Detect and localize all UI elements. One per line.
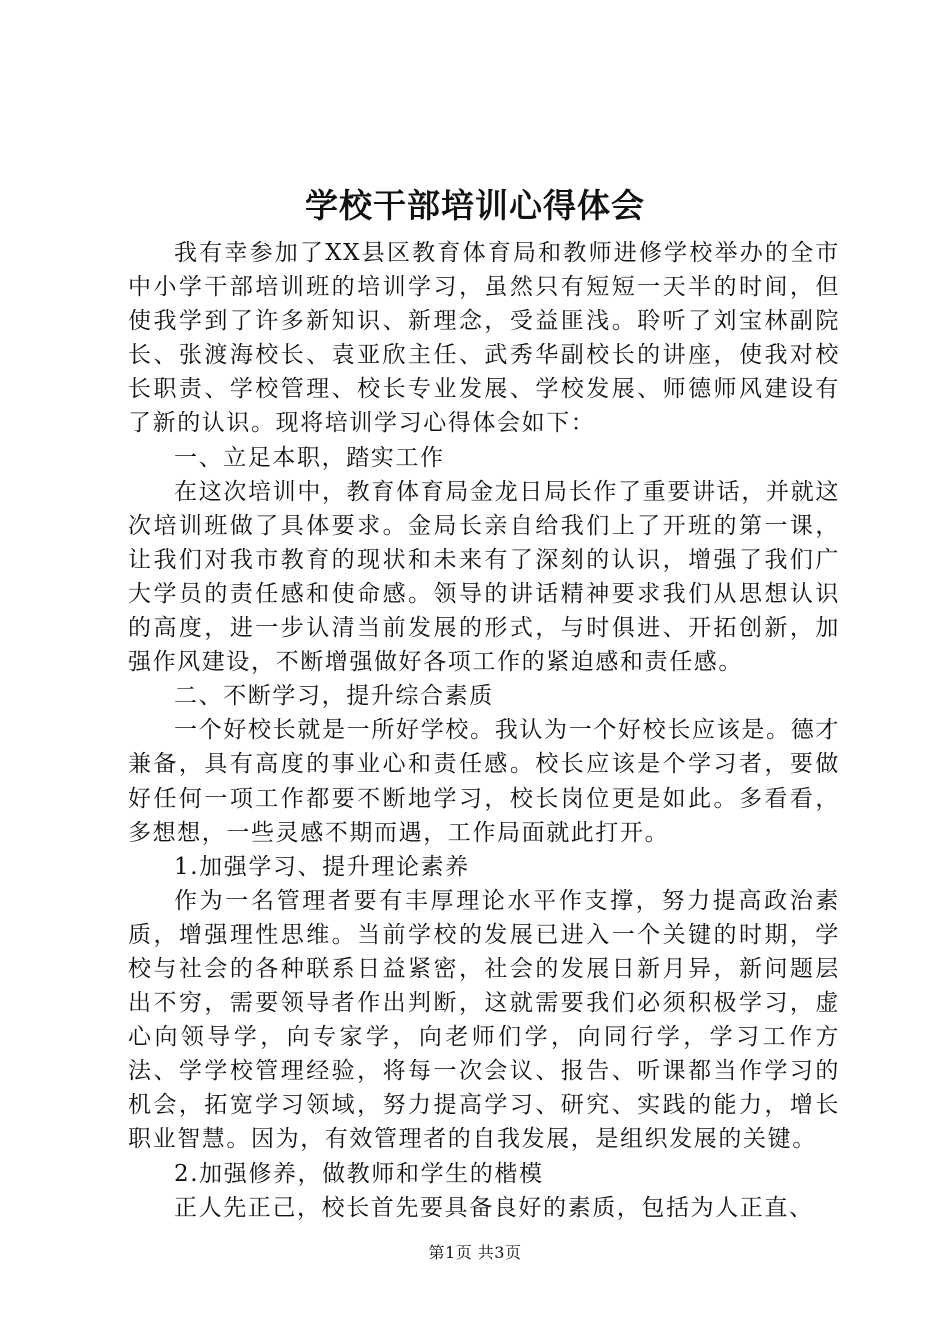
section-heading-2: 二、不断学习，提升综合素质	[174, 683, 494, 710]
page-footer: 第1页 共3页	[428, 1243, 522, 1262]
document-title: 学校干部培训心得体会	[305, 186, 645, 225]
subsection-1-paragraph: 作为一名管理者要有丰厚理论水平作支撑，努力提高政治素质，增强理性思维。当前学校的发展已进入一个关键的时期，学校与社会的各种联系日益紧密，社会的发展日新月异，新问题层出不穷，需要领导者作出判断，这就需要我们必须积极学习，虚心向领导学，向专家学，向老师们学，向同行学，学习工作方法、学学校管理经验，将每一次会议、报告、听课都当作学习的机会，拓宽学习领域，努力提高学习、研究、实践的能力，增长职业智慧。因为，有效管理者的自我发展，是组织发展的关键。	[128, 887, 840, 1153]
subsection-2-paragraph: 正人先正己，校长首先要具备良好的素质，包括为人正直、	[174, 1194, 814, 1221]
document-body	[128, 236, 840, 1225]
section-heading-1: 一、立足本职，踏实工作	[174, 444, 445, 471]
subsection-heading-1: 1.加强学习、提升理论素养	[174, 853, 470, 880]
subsection-heading-2: 2.加强修养，做教师和学生的楷模	[174, 1160, 544, 1187]
intro-paragraph: 我有幸参加了XX县区教育体育局和教师进修学校举办的全市中小学干部培训班的培训学习，虽然只有短短一天半的时间，但使我学到了许多新知识、新理念，受益匪浅。聆听了刘宝林副院长、张渡海校长、袁亚欣主任、武秀华副校长的讲座，使我对校长职责、学校管理、校长专业发展、学校发展、师德师风建设有了新的认识。现将培训学习心得体会如下：	[128, 240, 840, 437]
section-2-paragraph: 一个好校长就是一所好学校。我认为一个好校长应该是。德才兼备，具有高度的事业心和责任感。校长应该是个学习者，要做好任何一项工作都要不断地学习，校长岗位更是如此。多看看，多想想，一些灵感不期而遇，工作局面就此打开。	[128, 717, 840, 846]
section-1-paragraph: 在这次培训中，教育体育局金龙日局长作了重要讲话，并就这次培训班做了具体要求。金局长亲自给我们上了开班的第一课，让我们对我市教育的现状和未来有了深刻的认识，增强了我们广大学员的责任感和使命感。领导的讲话精神要求我们从思想认识的高度，进一步认清当前发展的形式，与时俱进、开拓创新，加强作风建设，不断增强做好各项工作的紧迫感和责任感。	[128, 478, 840, 676]
